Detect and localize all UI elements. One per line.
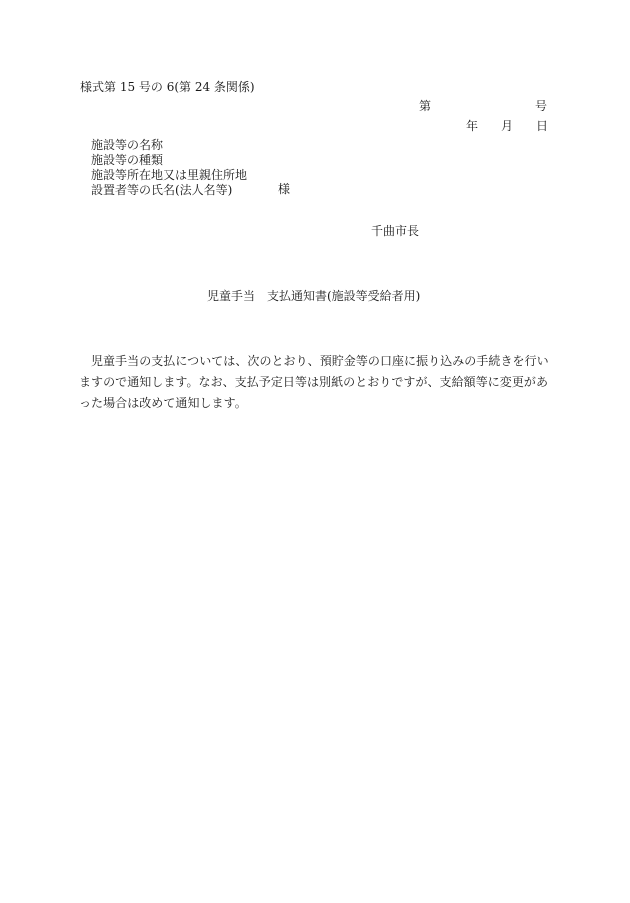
document-title: 児童手当 支払通知書(施設等受給者用) [207, 289, 421, 303]
document-number-label: 第 [419, 99, 432, 113]
founder-name-label: 設置者等の氏名(法人名等) [91, 183, 233, 197]
facility-type-label: 施設等の種類 [91, 153, 164, 167]
date-year-label: 年 [466, 119, 479, 133]
form-number: 様式第 15 号の 6(第 24 条関係) [80, 80, 255, 94]
date-day-label: 日 [536, 119, 549, 133]
honorific-sama: 様 [278, 182, 291, 196]
addressee-block [91, 138, 291, 198]
date-month-label: 月 [501, 119, 514, 133]
document-number-suffix: 号 [535, 99, 548, 113]
issuer-name: 千曲市長 [371, 224, 420, 238]
facility-name-label: 施設等の名称 [91, 138, 164, 152]
body-paragraph: 児童手当の支払については、次のとおり、預貯金等の口座に振り込みの手続きを行いますので通知します。なお、支払予定日等は別紙のとおりですが、支給額等に変更があった場合は改めて通知します。 [79, 354, 549, 410]
facility-address-label: 施設等所在地又は里親住所地 [91, 168, 248, 182]
